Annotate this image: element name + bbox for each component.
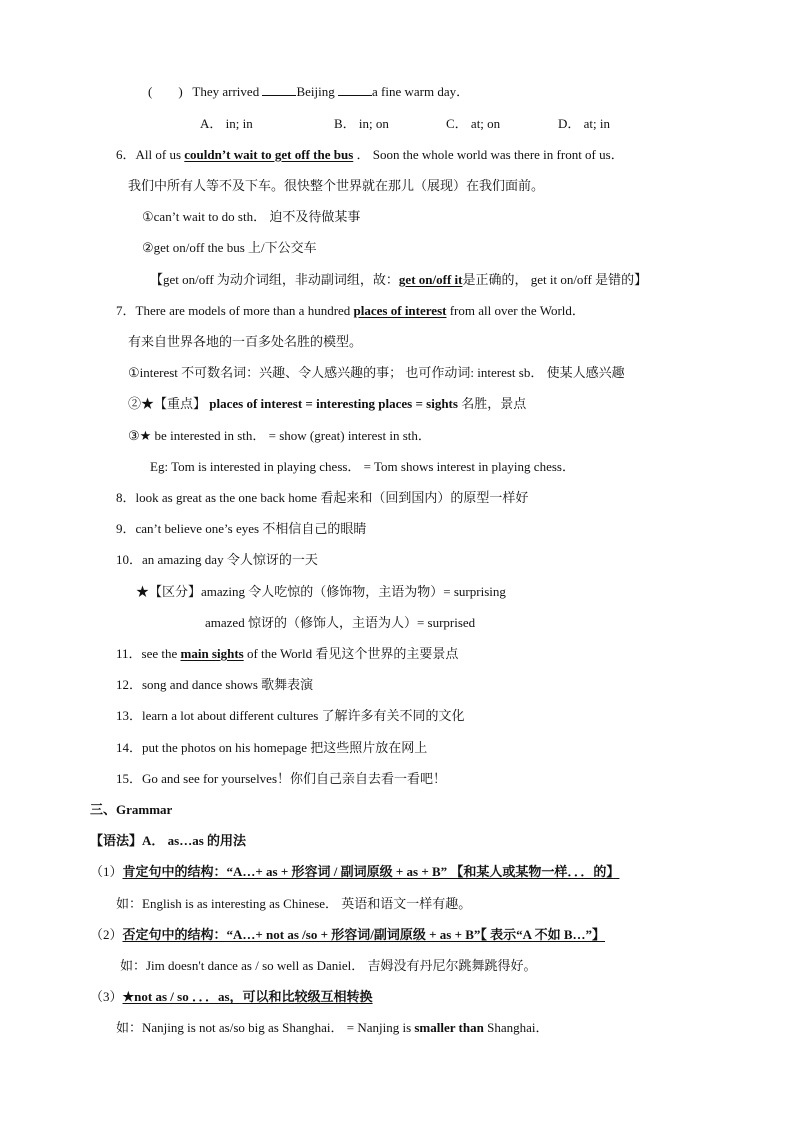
item-7-example: Eg: Tom is interested in playing chess． = Tom shows interest in playing chess． — [150, 459, 575, 474]
item-13: 13．learn a lot about different cultures 了解许多有关不同的文化 — [116, 708, 465, 723]
item-6-sub-1: ①can’t wait to do sth． 迫不及待做某事 — [142, 209, 361, 224]
note-text: 【get on/off 为动介词组，非动副词组，故： — [150, 272, 399, 287]
grammar-rule-1-example: 如：English is as interesting as Chinese． 英语和语文一样有趣。 — [116, 896, 472, 911]
option-b[interactable]: B． in; on — [334, 116, 389, 131]
item-text: There are models of more than a hundred — [135, 303, 351, 318]
question-text-a: They arrived — [192, 84, 260, 99]
item-14: 14．put the photos on his homepage 把这些照片放在网上 — [116, 740, 428, 755]
question-text-b: Beijing — [296, 84, 335, 99]
key-phrase: get on/off it — [398, 272, 463, 287]
example-text: Shanghai． — [487, 1020, 549, 1035]
key-phrase: main sights — [180, 646, 244, 661]
key-phrase: couldn’t wait to get off the bus — [184, 147, 354, 162]
rule-text: 否定句中的结构：“A…+ not as /so + 形容词/副词原级 + as + B”【 表示“A 不如 B…”】 — [122, 927, 606, 942]
rule-number: （2） — [90, 927, 123, 942]
item-6 — [116, 146, 624, 164]
grammar-title: 【语法】A． as…as 的用法 — [90, 833, 247, 848]
item-text: from all over the World． — [449, 303, 585, 318]
grammar-rule-1 — [90, 863, 619, 881]
key-phrase: places of interest = interesting places = sights — [209, 396, 458, 411]
example-text: 如：Nanjing is not as/so big as Shanghai． = Nanjing is — [116, 1020, 412, 1035]
item-10-compare-2: amazed 惊讶的（修饰人，主语为人）= surprised — [205, 615, 476, 630]
item-number: 7． — [116, 303, 136, 318]
item-7-sub-3: ③★ be interested in sth． = show (great) interest in sth． — [128, 428, 431, 443]
item-text: All of us — [135, 147, 182, 162]
item-7 — [116, 302, 585, 320]
answer-options — [200, 115, 610, 133]
note-text: 是正确的， get it on/off 是错的】 — [462, 272, 648, 287]
item-15: 15．Go and see for yourselves！你们自己亲自去看一看吧！ — [116, 771, 447, 786]
grammar-rule-3 — [90, 988, 373, 1006]
item-11 — [116, 645, 458, 663]
item-9: 9．can’t believe one’s eyes 不相信自己的眼睛 — [116, 521, 367, 536]
option-a[interactable]: A． in; in — [200, 116, 253, 131]
key-phrase: places of interest — [353, 303, 447, 318]
rule-text: 肯定句中的结构：“A…+ as + 形容词 / 副词原级 + as + B” 【和某人或某物一样．．．的】 — [122, 864, 620, 879]
grammar-heading: 三、Grammar — [90, 802, 173, 817]
item-text: 11．see the — [116, 646, 178, 661]
grammar-rule-3-example — [116, 1019, 548, 1037]
item-number: 6． — [116, 147, 136, 162]
item-text: ． Soon the whole world was there in front of us． — [356, 147, 624, 162]
item-text: of the World 看见这个世界的主要景点 — [246, 646, 459, 661]
item-10: 10．an amazing day 令人惊讶的一天 — [116, 552, 318, 567]
item-7-sub-1: ①interest 不可数名词：兴趣、令人感兴趣的事； 也可作动词: interest sb． 使某人感兴趣 — [128, 365, 625, 380]
item-8: 8．look as great as the one back home 看起来和（回到国内）的原型一样好 — [116, 490, 529, 505]
item-6-translation: 我们中所有人等不及下车。很快整个世界就在那儿（展现）在我们面前。 — [128, 178, 545, 193]
question-text-c: a fine warm day． — [371, 84, 470, 99]
grammar-rule-2-example: 如：Jim doesn't dance as / so well as Daniel． 吉姆没有丹尼尔跳舞跳得好。 — [120, 958, 537, 973]
option-d[interactable]: D． at; in — [558, 116, 610, 131]
answer-blank-1[interactable] — [262, 83, 296, 96]
item-12: 12．song and dance shows 歌舞表演 — [116, 677, 314, 692]
rule-text: ★not as / so ．．．as，可以和比较级互相转换 — [122, 989, 373, 1004]
grammar-rule-2 — [90, 926, 605, 944]
emphasis-label: ②★【重点】 — [128, 396, 207, 411]
item-7-translation: 有来自世界各地的一百多处名胜的模型。 — [128, 334, 363, 349]
item-7-sub-2 — [128, 395, 526, 413]
item-text: 名胜，景点 — [461, 396, 527, 411]
rule-number: （1） — [90, 864, 123, 879]
item-6-sub-2: ②get on/off the bus 上/下公交车 — [142, 240, 317, 255]
answer-parenthesis: ( ) — [148, 84, 183, 99]
question-line — [148, 83, 469, 101]
item-6-note — [150, 271, 647, 289]
item-10-compare-1: ★【区分】amazing 令人吃惊的（修饰物，主语为物）= surprising — [136, 584, 506, 599]
answer-blank-2[interactable] — [338, 83, 372, 96]
option-c[interactable]: C． at; on — [446, 116, 501, 131]
key-phrase: smaller than — [414, 1020, 484, 1035]
rule-number: （3） — [90, 989, 123, 1004]
